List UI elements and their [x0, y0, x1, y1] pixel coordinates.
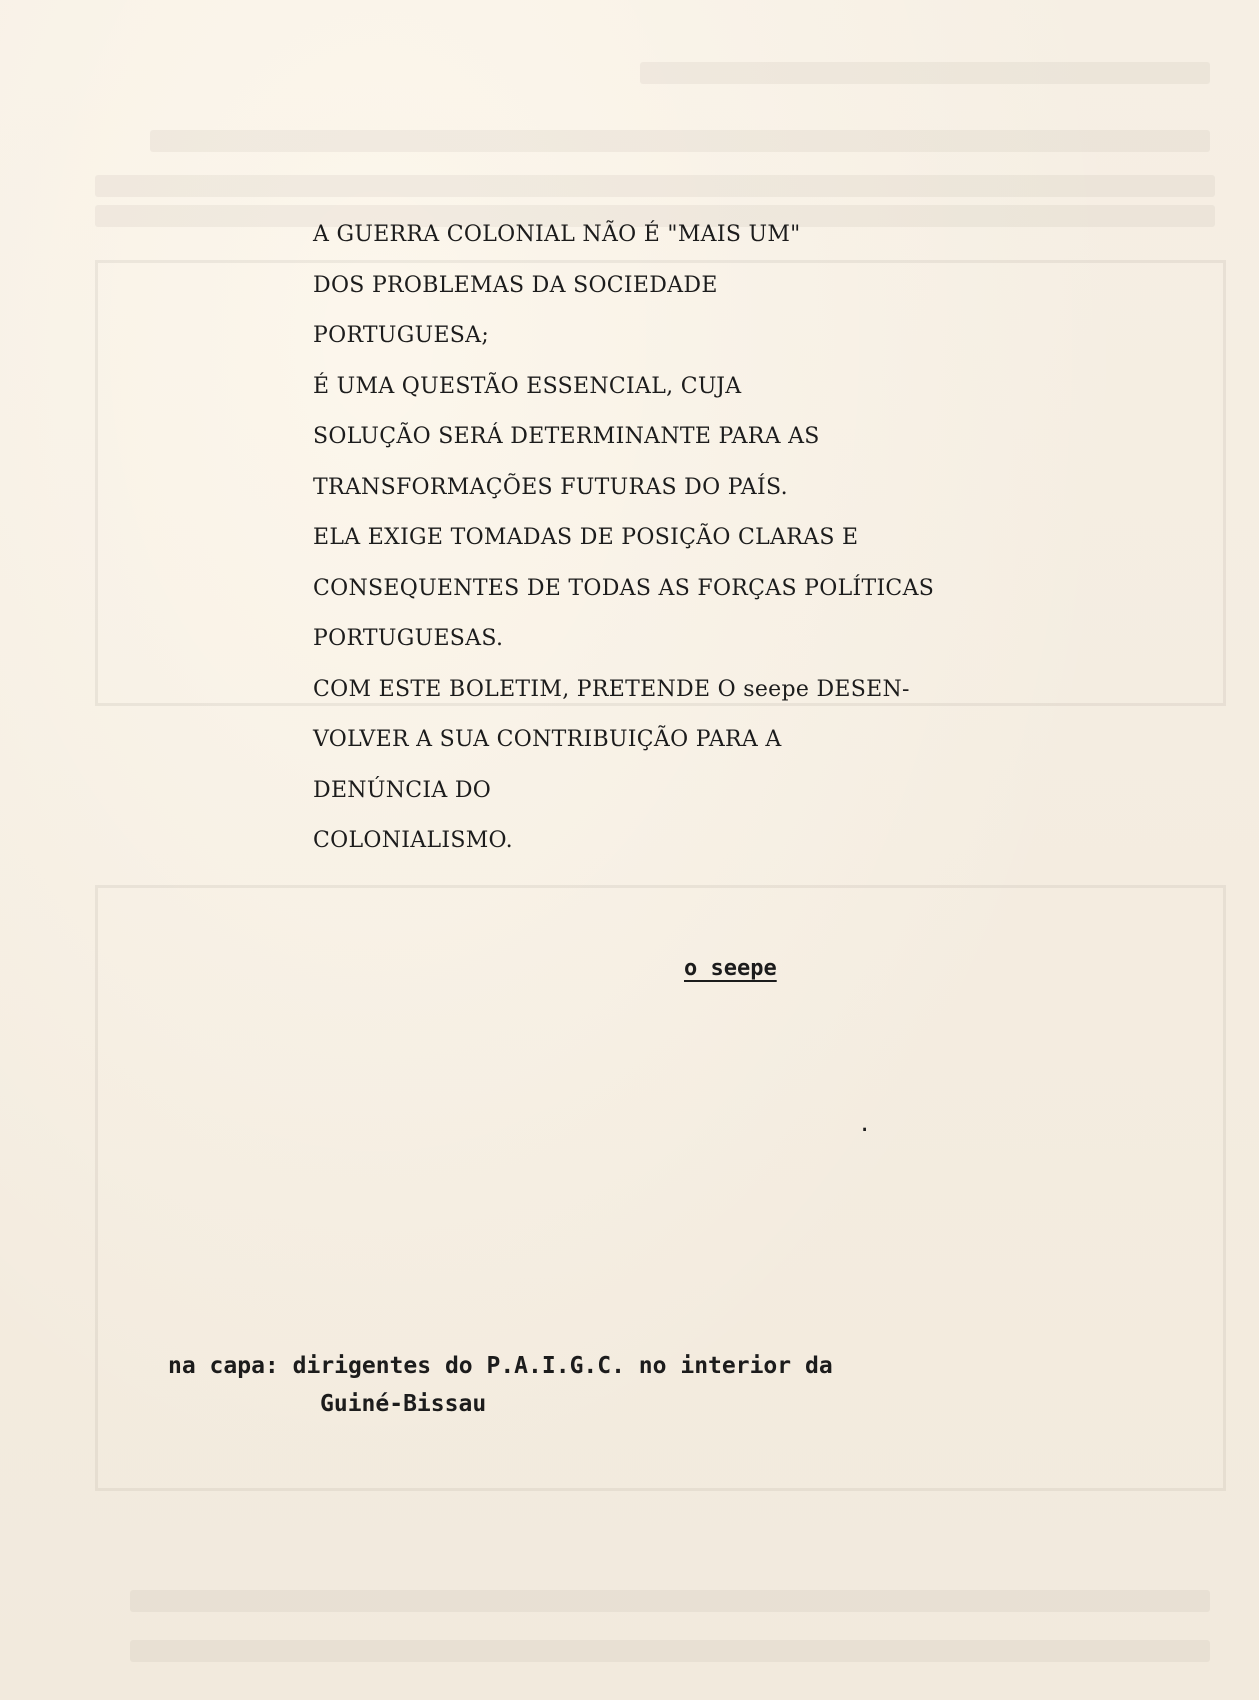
statement-line: CONSEQUENTES DE TODAS AS FORÇAS POLÍTICAS: [313, 576, 935, 601]
statement-line: COM ESTE BOLETIM, PRETENDE O seepe DESEN-: [313, 677, 910, 702]
stray-dot: .: [858, 1112, 872, 1137]
statement-line: DOS PROBLEMAS DA SOCIEDADE: [313, 273, 718, 298]
signature: o seepe: [684, 956, 777, 981]
statement-line: PORTUGUESAS.: [313, 626, 504, 651]
bleed-through-line: [150, 130, 1210, 152]
bleed-through-line: [95, 175, 1215, 197]
caption-line: Guiné-Bissau: [320, 1391, 487, 1417]
statement-line: TRANSFORMAÇÕES FUTURAS DO PAÍS.: [313, 475, 788, 500]
bleed-through-line: [130, 1640, 1210, 1662]
bleed-through-frame-bottom: [95, 885, 1226, 1491]
statement-line: SOLUÇÃO SERÁ DETERMINANTE PARA AS: [313, 424, 820, 449]
bleed-through-line: [130, 1590, 1210, 1612]
statement-line: ELA EXIGE TOMADAS DE POSIÇÃO CLARAS E: [313, 525, 859, 550]
statement-line: COLONIALISMO.: [313, 828, 513, 853]
statement-line: DENÚNCIA DO: [313, 778, 492, 803]
statement-line: VOLVER A SUA CONTRIBUIÇÃO PARA A: [313, 727, 782, 752]
caption-line: na capa: dirigentes do P.A.I.G.C. no interior da: [168, 1353, 833, 1379]
statement-line: A GUERRA COLONIAL NÃO É "MAIS UM": [313, 222, 801, 247]
statement-line: PORTUGUESA;: [313, 323, 490, 348]
statement-line: É UMA QUESTÃO ESSENCIAL, CUJA: [313, 374, 742, 399]
bleed-through-line: [640, 62, 1210, 84]
